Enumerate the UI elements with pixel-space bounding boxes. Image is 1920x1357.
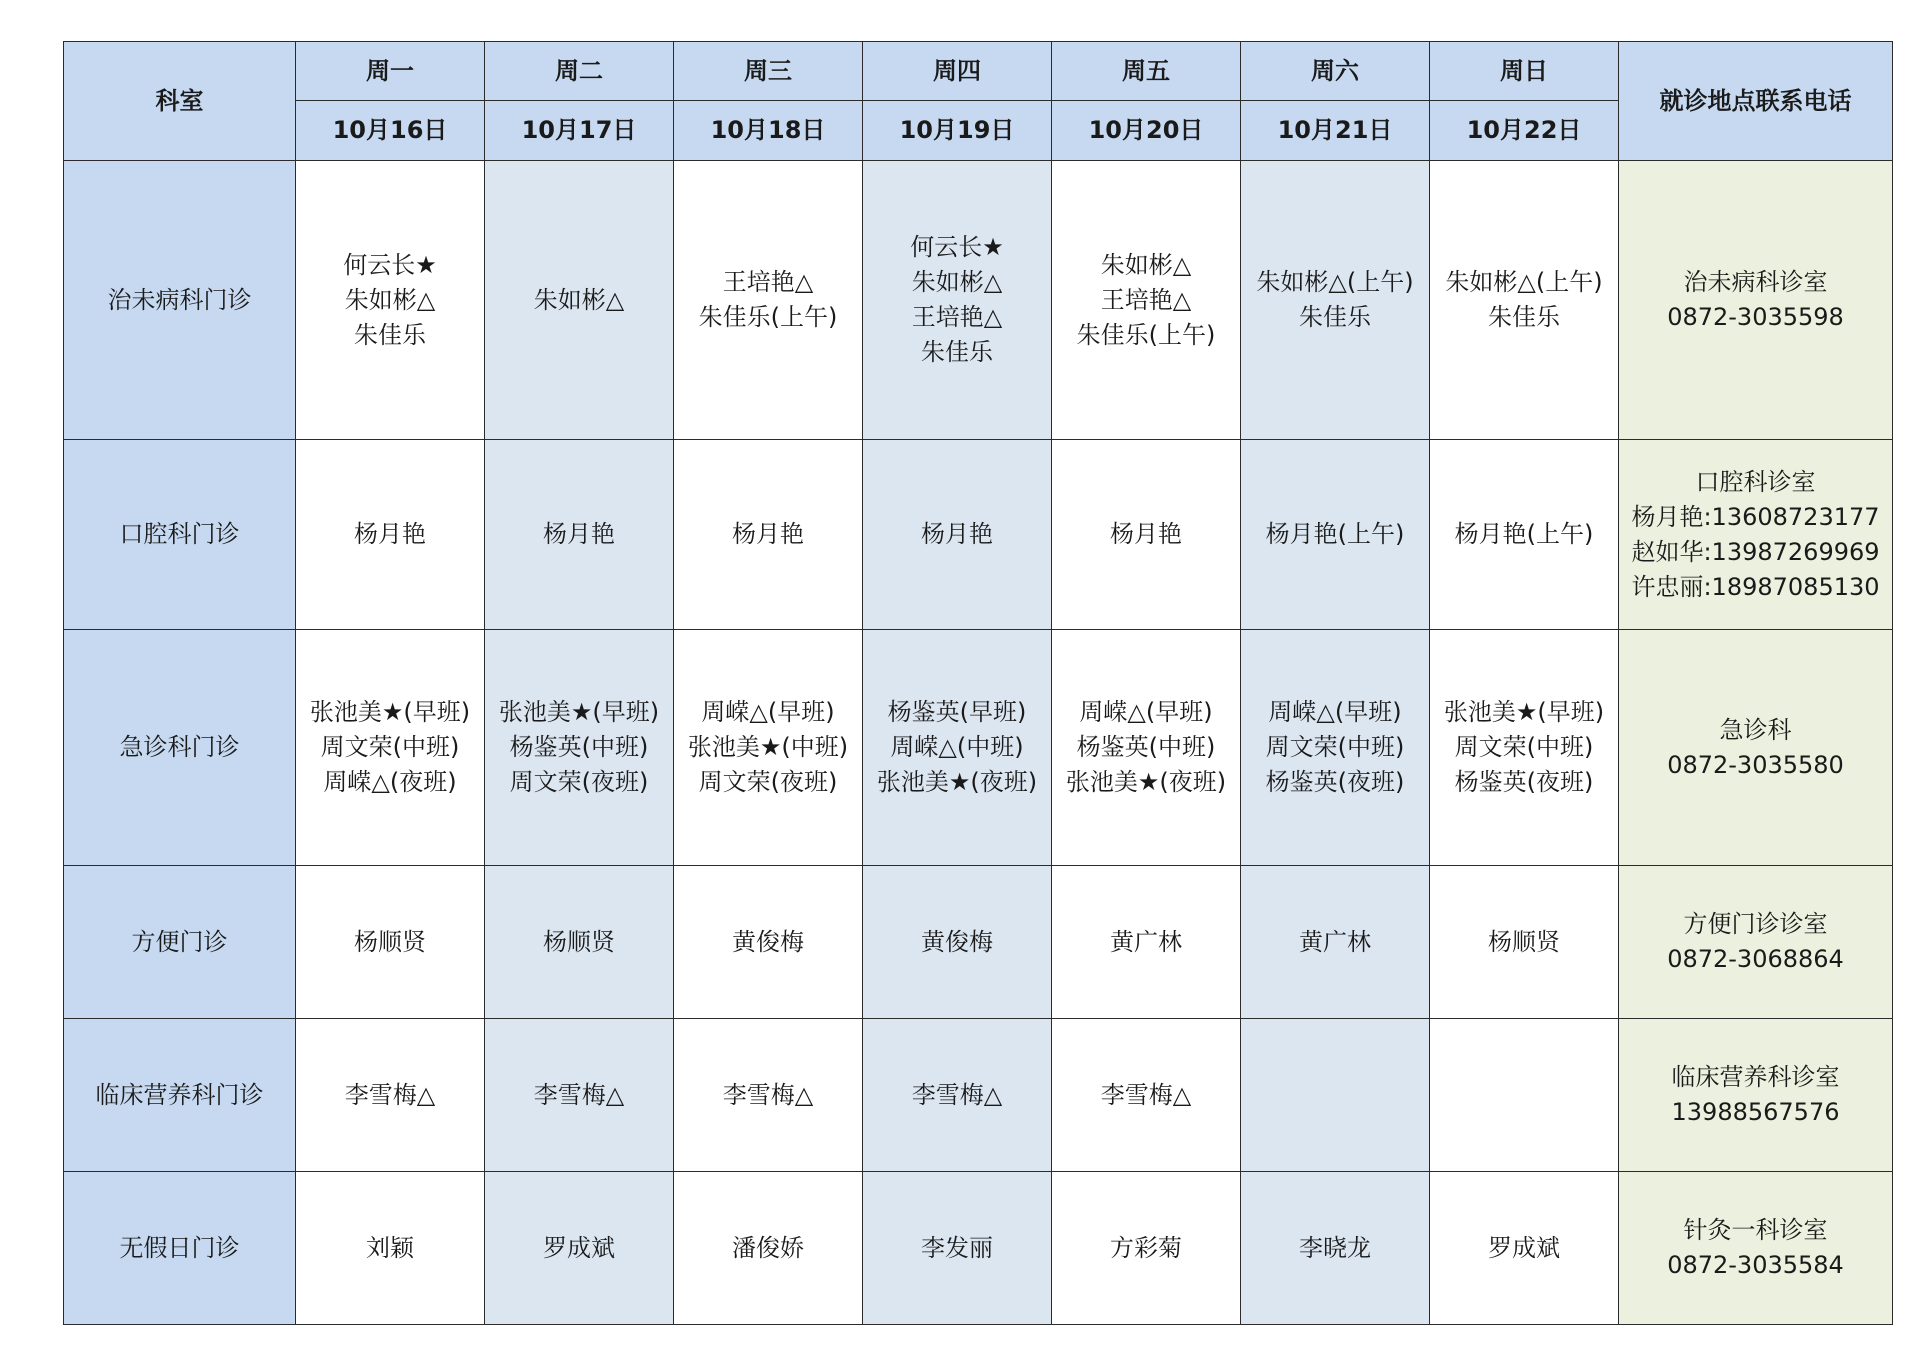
doctor-name: 杨鉴英(中班) xyxy=(1076,733,1216,761)
schedule-cell xyxy=(296,1019,485,1172)
doctor-name: 朱如彬△ xyxy=(1100,250,1192,279)
doctor-name: 杨月艳(上午) xyxy=(1265,520,1405,548)
schedule-cell xyxy=(1052,1019,1241,1172)
doctor-name: 周文荣(夜班) xyxy=(698,768,838,796)
weekday-header: 周六 xyxy=(1241,42,1430,101)
schedule-cell xyxy=(1430,1172,1619,1325)
schedule-cell xyxy=(296,440,485,630)
date-header: 10月22日 xyxy=(1430,101,1619,161)
schedule-table xyxy=(63,41,1893,1325)
schedule-cell xyxy=(1430,161,1619,440)
doctor-name: 李晓龙 xyxy=(1299,1233,1371,1262)
doctor-name: 朱佳乐 xyxy=(354,320,426,349)
contact-phone: 许忠丽:18987085130 xyxy=(1631,572,1880,601)
schedule-cell xyxy=(674,866,863,1019)
table-row xyxy=(64,630,1893,866)
schedule-cell xyxy=(1241,1019,1430,1172)
clinic-location: 口腔科诊室 xyxy=(1695,467,1816,496)
date-header: 10月19日 xyxy=(863,101,1052,161)
clinic-location: 针灸一科诊室 xyxy=(1683,1216,1828,1244)
table-header xyxy=(64,42,1893,161)
doctor-name: 李发丽 xyxy=(921,1233,993,1262)
header-date-row xyxy=(64,101,1893,161)
doctor-name: 周嵘△(早班) xyxy=(1268,698,1402,726)
schedule-cell xyxy=(485,630,674,866)
contact-cell xyxy=(1619,630,1893,866)
doctor-name: 罗成斌 xyxy=(1488,1233,1560,1262)
schedule-cell xyxy=(1430,866,1619,1019)
doctor-name: 杨鉴英(夜班) xyxy=(1265,768,1405,796)
doctor-name: 张池美★(中班) xyxy=(687,733,849,761)
doctor-name: 杨月艳 xyxy=(732,520,804,548)
schedule-cell xyxy=(296,161,485,440)
date-header: 10月17日 xyxy=(485,101,674,161)
department-cell: 口腔科门诊 xyxy=(64,440,296,630)
schedule-cell xyxy=(1241,1172,1430,1325)
schedule-cell xyxy=(1052,1172,1241,1325)
doctor-name: 周嵘△(早班) xyxy=(1079,698,1213,726)
doctor-name: 朱佳乐(上午) xyxy=(1076,320,1216,349)
schedule-cell xyxy=(863,1019,1052,1172)
doctor-name: 李雪梅△ xyxy=(911,1080,1003,1109)
schedule-cell xyxy=(1241,161,1430,440)
doctor-name: 朱如彬△(上午) xyxy=(1445,268,1603,296)
doctor-name: 周文荣(夜班) xyxy=(509,768,649,796)
doctor-name: 杨月艳(上午) xyxy=(1454,520,1594,548)
schedule-cell xyxy=(1430,1019,1619,1172)
doctor-name: 杨顺贤 xyxy=(1488,927,1560,956)
doctor-name: 潘俊娇 xyxy=(732,1233,804,1262)
doctor-name: 杨鉴英(夜班) xyxy=(1454,768,1594,796)
table-row xyxy=(64,161,1893,440)
schedule-cell xyxy=(1052,866,1241,1019)
doctor-name: 杨鉴英(中班) xyxy=(509,733,649,761)
doctor-name: 刘颖 xyxy=(366,1233,414,1262)
schedule-cell xyxy=(863,440,1052,630)
schedule-cell xyxy=(674,440,863,630)
doctor-name: 周嵘△(夜班) xyxy=(323,768,457,796)
doctor-name: 朱佳乐 xyxy=(1299,303,1371,331)
doctor-name: 朱佳乐 xyxy=(1488,303,1560,331)
schedule-cell xyxy=(1052,161,1241,440)
schedule-cell xyxy=(674,161,863,440)
schedule-cell xyxy=(485,866,674,1019)
header-weekday-row xyxy=(64,42,1893,101)
table-row xyxy=(64,440,1893,630)
doctor-name: 黄俊梅 xyxy=(732,927,804,956)
doctor-name: 杨月艳 xyxy=(921,520,993,548)
department-cell: 急诊科门诊 xyxy=(64,630,296,866)
schedule-cell xyxy=(485,161,674,440)
department-column-header: 科室 xyxy=(64,42,296,161)
schedule-cell xyxy=(674,630,863,866)
department-cell: 临床营养科门诊 xyxy=(64,1019,296,1172)
doctor-name: 杨月艳 xyxy=(1110,520,1182,548)
schedule-cell xyxy=(296,630,485,866)
contact-column-header: 就诊地点联系电话 xyxy=(1619,42,1893,161)
table-row xyxy=(64,1019,1893,1172)
doctor-name: 朱如彬△ xyxy=(911,268,1003,296)
table-body xyxy=(64,161,1893,1325)
doctor-name: 朱佳乐 xyxy=(921,338,993,366)
contact-cell xyxy=(1619,1019,1893,1172)
doctor-name: 杨月艳 xyxy=(543,520,615,548)
department-cell: 无假日门诊 xyxy=(64,1172,296,1325)
table-row xyxy=(64,866,1893,1019)
contact-phone: 0872-3035584 xyxy=(1667,1251,1844,1279)
doctor-name: 张池美★(夜班) xyxy=(876,768,1038,796)
schedule-cell xyxy=(674,1019,863,1172)
schedule-cell xyxy=(1241,440,1430,630)
schedule-cell xyxy=(1430,630,1619,866)
table-row xyxy=(64,1172,1893,1325)
date-header: 10月18日 xyxy=(674,101,863,161)
schedule-cell xyxy=(485,440,674,630)
schedule-cell xyxy=(485,1172,674,1325)
doctor-name: 黄俊梅 xyxy=(921,927,993,956)
doctor-name: 杨月艳 xyxy=(354,520,426,548)
contact-cell xyxy=(1619,1172,1893,1325)
contact-phone: 赵如华:13987269969 xyxy=(1631,537,1880,566)
contact-phone: 0872-3068864 xyxy=(1667,945,1844,973)
doctor-name: 朱如彬△ xyxy=(344,285,436,314)
clinic-location: 临床营养科诊室 xyxy=(1671,1063,1840,1091)
clinic-location: 方便门诊诊室 xyxy=(1683,910,1828,938)
contact-phone: 0872-3035598 xyxy=(1667,303,1844,331)
contact-phone: 杨月艳:13608723177 xyxy=(1631,502,1880,531)
contact-cell xyxy=(1619,440,1893,630)
doctor-name: 周文荣(中班) xyxy=(1454,733,1594,761)
date-header: 10月16日 xyxy=(296,101,485,161)
contact-cell xyxy=(1619,866,1893,1019)
doctor-name: 方彩菊 xyxy=(1110,1233,1182,1262)
weekday-header: 周三 xyxy=(674,42,863,101)
doctor-name: 黄广林 xyxy=(1299,927,1371,956)
doctor-name: 李雪梅△ xyxy=(722,1080,814,1109)
weekday-header: 周一 xyxy=(296,42,485,101)
doctor-name: 周文荣(中班) xyxy=(1265,733,1405,761)
schedule-cell xyxy=(674,1172,863,1325)
weekday-header: 周二 xyxy=(485,42,674,101)
doctor-name: 何云长★ xyxy=(343,250,437,279)
doctor-name: 王培艳△ xyxy=(911,303,1003,331)
doctor-name: 王培艳△ xyxy=(722,268,814,296)
weekday-header: 周五 xyxy=(1052,42,1241,101)
doctor-name: 黄广林 xyxy=(1110,927,1182,956)
schedule-cell xyxy=(863,1172,1052,1325)
contact-cell xyxy=(1619,161,1893,440)
schedule-cell xyxy=(863,161,1052,440)
doctor-name: 张池美★(早班) xyxy=(1443,698,1605,726)
schedule-cell xyxy=(863,866,1052,1019)
doctor-name: 杨顺贤 xyxy=(354,927,426,956)
doctor-name: 王培艳△ xyxy=(1100,285,1192,314)
doctor-name: 杨鉴英(早班) xyxy=(887,698,1027,726)
contact-phone: 13988567576 xyxy=(1671,1098,1840,1126)
doctor-name: 张池美★(早班) xyxy=(309,698,471,726)
clinic-location: 治未病科诊室 xyxy=(1683,268,1828,296)
department-cell: 治未病科门诊 xyxy=(64,161,296,440)
doctor-name: 周嵘△(早班) xyxy=(701,698,835,726)
schedule-cell xyxy=(1241,630,1430,866)
doctor-name: 周文荣(中班) xyxy=(320,733,460,761)
date-header: 10月21日 xyxy=(1241,101,1430,161)
contact-phone: 0872-3035580 xyxy=(1667,750,1844,779)
doctor-name: 李雪梅△ xyxy=(1100,1080,1192,1109)
doctor-name: 李雪梅△ xyxy=(344,1080,436,1109)
schedule-cell xyxy=(296,866,485,1019)
doctor-name: 何云长★ xyxy=(910,233,1004,261)
doctor-name: 张池美★(早班) xyxy=(498,698,660,726)
schedule-cell xyxy=(863,630,1052,866)
schedule-cell xyxy=(1430,440,1619,630)
doctor-name: 张池美★(夜班) xyxy=(1065,768,1227,796)
schedule-cell xyxy=(485,1019,674,1172)
clinic-location: 急诊科 xyxy=(1719,715,1792,744)
schedule-cell xyxy=(1241,866,1430,1019)
weekday-header: 周日 xyxy=(1430,42,1619,101)
date-header: 10月20日 xyxy=(1052,101,1241,161)
doctor-name: 朱如彬△ xyxy=(533,285,625,314)
doctor-name: 李雪梅△ xyxy=(533,1080,625,1109)
doctor-name: 朱佳乐(上午) xyxy=(698,303,838,331)
doctor-name: 周嵘△(中班) xyxy=(890,733,1024,761)
doctor-name: 罗成斌 xyxy=(543,1233,615,1262)
doctor-name: 杨顺贤 xyxy=(543,927,615,956)
department-cell: 方便门诊 xyxy=(64,866,296,1019)
weekday-header: 周四 xyxy=(863,42,1052,101)
doctor-name: 朱如彬△(上午) xyxy=(1256,268,1414,296)
schedule-cell xyxy=(296,1172,485,1325)
schedule-cell xyxy=(1052,630,1241,866)
schedule-cell xyxy=(1052,440,1241,630)
